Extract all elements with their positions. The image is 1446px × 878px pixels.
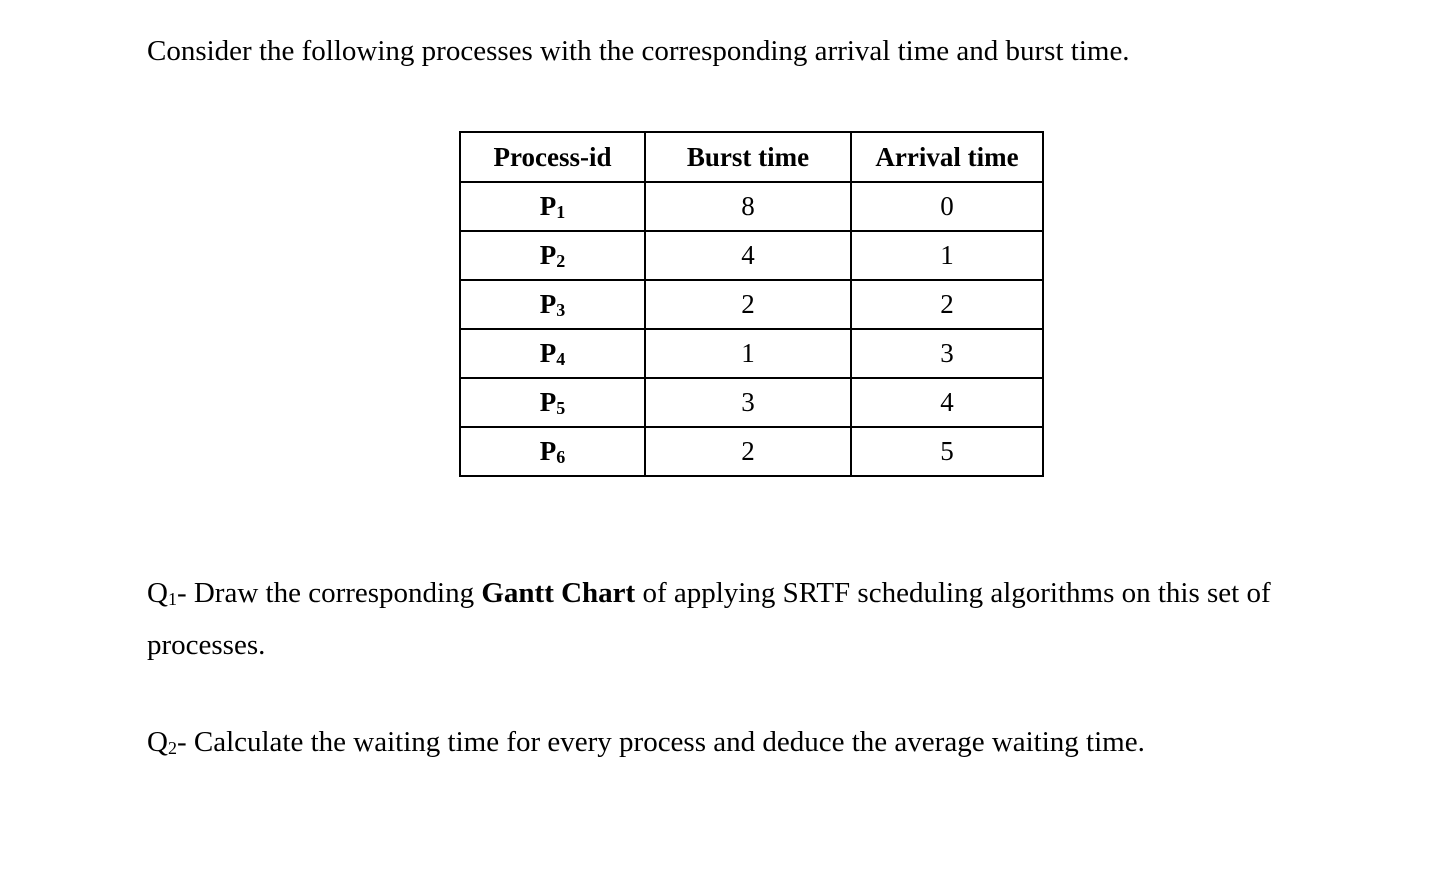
process-letter: P [539,191,557,221]
question-2 [147,724,1145,760]
q1-label: Q [147,577,168,609]
process-subscript: 4 [556,349,566,369]
burst-time-cell: 4 [645,231,851,280]
table-row [460,329,1043,378]
process-subscript: 5 [556,398,566,418]
table-row [460,427,1043,476]
process-id-cell [460,329,645,378]
q1-label-subscript: 1 [167,589,177,609]
process-subscript: 6 [556,447,566,467]
process-letter: P [539,387,557,417]
burst-time-cell: 2 [645,427,851,476]
burst-time-cell: 3 [645,378,851,427]
process-letter: P [539,240,557,270]
table-row [460,280,1043,329]
q2-label: Q [147,726,168,758]
burst-time-cell: 8 [645,182,851,231]
q1-text-after-bold: of applying SRTF scheduling algorithms on this set of processes. [147,577,1271,661]
process-letter: P [539,289,557,319]
process-letter: P [539,436,557,466]
header-process-id: Process-id [460,132,645,182]
burst-time-cell: 2 [645,280,851,329]
question-1 [147,567,1327,671]
header-burst-time: Burst time [645,132,851,182]
q1-text-before-bold: - Draw the corresponding [176,577,482,609]
arrival-time-cell: 0 [851,182,1043,231]
table-row [460,182,1043,231]
process-id-cell [460,427,645,476]
table-row [460,231,1043,280]
arrival-time-cell: 4 [851,378,1043,427]
process-subscript: 2 [556,251,566,271]
table-row [460,378,1043,427]
process-id-cell [460,378,645,427]
q1-bold-term: Gantt Chart [481,577,636,609]
process-table [459,131,1044,477]
process-letter: P [539,338,557,368]
header-arrival-time: Arrival time [851,132,1043,182]
process-subscript: 3 [556,300,566,320]
process-subscript: 1 [556,202,566,222]
q2-label-subscript: 2 [167,738,177,758]
process-id-cell [460,231,645,280]
process-id-cell [460,280,645,329]
burst-time-cell: 1 [645,329,851,378]
process-id-cell [460,182,645,231]
arrival-time-cell: 3 [851,329,1043,378]
table-header-row [460,132,1043,182]
q2-text: - Calculate the waiting time for every process and deduce the average waiting time. [176,726,1145,758]
arrival-time-cell: 5 [851,427,1043,476]
arrival-time-cell: 2 [851,280,1043,329]
arrival-time-cell: 1 [851,231,1043,280]
intro-text: Consider the following processes with the corresponding arrival time and burst time. [147,35,1130,67]
